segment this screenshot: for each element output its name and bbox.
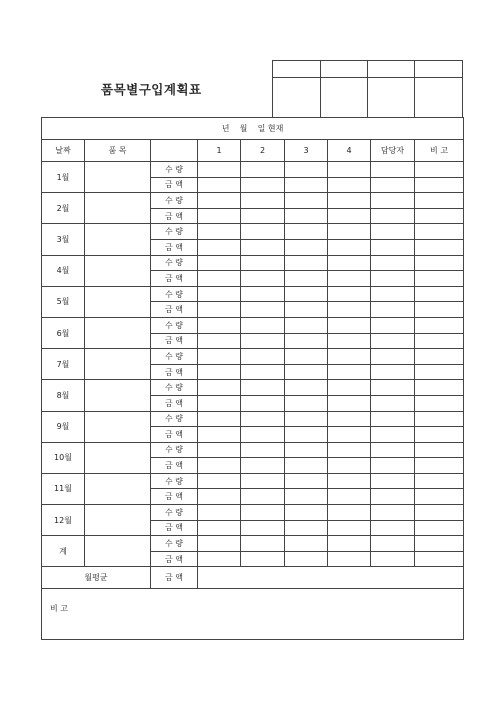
amount-label: 금 액 <box>151 177 198 193</box>
entry-cell[interactable] <box>241 458 285 474</box>
entry-cell[interactable] <box>371 364 415 380</box>
column-header: 4 <box>328 140 371 162</box>
quantity-label: 수 량 <box>151 536 198 552</box>
entry-cell[interactable] <box>328 489 371 505</box>
entry-cell[interactable] <box>415 380 464 396</box>
entry-cell[interactable] <box>198 255 241 271</box>
entry-cell[interactable] <box>371 536 415 552</box>
entry-cell[interactable] <box>415 349 464 365</box>
item-cell[interactable] <box>85 411 151 442</box>
remark-cell[interactable] <box>42 589 464 640</box>
entry-cell[interactable] <box>198 193 241 209</box>
entry-cell[interactable] <box>285 302 328 318</box>
entry-cell[interactable] <box>371 442 415 458</box>
entry-cell[interactable] <box>415 286 464 302</box>
entry-cell[interactable] <box>371 520 415 536</box>
entry-cell[interactable] <box>198 333 241 349</box>
entry-cell[interactable] <box>198 489 241 505</box>
entry-cell[interactable] <box>285 239 328 255</box>
month-label: 12월 <box>42 505 85 536</box>
entry-cell[interactable] <box>328 286 371 302</box>
amount-label: 금 액 <box>151 551 198 567</box>
entry-cell[interactable] <box>371 255 415 271</box>
entry-cell[interactable] <box>285 505 328 521</box>
entry-cell[interactable] <box>371 411 415 427</box>
entry-cell[interactable] <box>328 271 371 287</box>
quantity-label: 수 량 <box>151 224 198 240</box>
entry-cell[interactable] <box>241 271 285 287</box>
table-row <box>42 162 464 178</box>
item-cell[interactable] <box>85 380 151 411</box>
table-row <box>42 349 464 365</box>
entry-cell[interactable] <box>198 458 241 474</box>
column-header: 2 <box>241 140 285 162</box>
entry-cell[interactable] <box>241 224 285 240</box>
entry-cell[interactable] <box>198 317 241 333</box>
entry-cell[interactable] <box>328 333 371 349</box>
month-label: 10월 <box>42 442 85 473</box>
entry-cell[interactable] <box>328 505 371 521</box>
entry-cell[interactable] <box>198 380 241 396</box>
entry-cell[interactable] <box>198 271 241 287</box>
approval-sign-cell[interactable] <box>273 78 321 118</box>
entry-cell[interactable] <box>285 255 328 271</box>
item-cell[interactable] <box>85 473 151 504</box>
entry-cell[interactable] <box>328 162 371 178</box>
entry-cell[interactable] <box>371 551 415 567</box>
approval-header-cell[interactable] <box>273 61 321 78</box>
amount-label: 금 액 <box>151 208 198 224</box>
table-row <box>42 317 464 333</box>
entry-cell[interactable] <box>285 442 328 458</box>
entry-cell[interactable] <box>415 177 464 193</box>
entry-cell[interactable] <box>241 364 285 380</box>
table-row <box>42 473 464 489</box>
amount-label: 금 액 <box>151 239 198 255</box>
month-label: 6월 <box>42 317 85 348</box>
table-row <box>42 193 464 209</box>
entry-cell[interactable] <box>371 473 415 489</box>
entry-cell[interactable] <box>198 349 241 365</box>
table-row <box>42 505 464 521</box>
entry-cell[interactable] <box>241 162 285 178</box>
entry-cell[interactable] <box>328 255 371 271</box>
entry-cell[interactable] <box>241 536 285 552</box>
entry-cell[interactable] <box>285 177 328 193</box>
purchase-plan-table <box>41 117 464 640</box>
table-row <box>42 442 464 458</box>
entry-cell[interactable] <box>371 208 415 224</box>
item-cell[interactable] <box>85 442 151 473</box>
month-label: 3월 <box>42 224 85 255</box>
month-label: 2월 <box>42 193 85 224</box>
entry-cell[interactable] <box>371 458 415 474</box>
item-cell[interactable] <box>85 162 151 193</box>
approval-sign-cell[interactable] <box>368 78 415 118</box>
column-header <box>151 140 198 162</box>
average-amount-label: 금 액 <box>151 567 198 589</box>
amount-label: 금 액 <box>151 333 198 349</box>
entry-cell[interactable] <box>241 473 285 489</box>
item-cell[interactable] <box>85 255 151 286</box>
entry-cell[interactable] <box>328 239 371 255</box>
entry-cell[interactable] <box>241 380 285 396</box>
entry-cell[interactable] <box>241 333 285 349</box>
entry-cell[interactable] <box>241 286 285 302</box>
amount-label: 금 액 <box>151 271 198 287</box>
entry-cell[interactable] <box>415 224 464 240</box>
entry-cell[interactable] <box>285 395 328 411</box>
approval-sign-cell[interactable] <box>415 78 463 118</box>
entry-cell[interactable] <box>198 286 241 302</box>
quantity-label: 수 량 <box>151 411 198 427</box>
page-title: 품목별구입계획표 <box>101 82 202 97</box>
entry-cell[interactable] <box>415 302 464 318</box>
entry-cell[interactable] <box>328 224 371 240</box>
quantity-label: 수 량 <box>151 193 198 209</box>
amount-label: 금 액 <box>151 302 198 318</box>
entry-cell[interactable] <box>198 395 241 411</box>
table-row <box>42 380 464 396</box>
table-row <box>42 411 464 427</box>
entry-cell[interactable] <box>415 239 464 255</box>
entry-cell[interactable] <box>415 271 464 287</box>
entry-cell[interactable] <box>415 505 464 521</box>
entry-cell[interactable] <box>415 364 464 380</box>
entry-cell[interactable] <box>241 193 285 209</box>
approval-sign-cell[interactable] <box>320 78 368 118</box>
entry-cell[interactable] <box>371 333 415 349</box>
entry-cell[interactable] <box>198 208 241 224</box>
entry-cell[interactable] <box>371 380 415 396</box>
entry-cell[interactable] <box>415 536 464 552</box>
entry-cell[interactable] <box>198 551 241 567</box>
entry-cell[interactable] <box>285 317 328 333</box>
entry-cell[interactable] <box>198 473 241 489</box>
entry-cell[interactable] <box>328 208 371 224</box>
entry-cell[interactable] <box>415 520 464 536</box>
approval-header-cell[interactable] <box>415 61 463 78</box>
entry-cell[interactable] <box>371 427 415 443</box>
entry-cell[interactable] <box>415 317 464 333</box>
entry-cell[interactable] <box>285 458 328 474</box>
entry-cell[interactable] <box>415 458 464 474</box>
month-label: 8월 <box>42 380 85 411</box>
entry-cell[interactable] <box>415 162 464 178</box>
entry-cell[interactable] <box>415 208 464 224</box>
table-row <box>42 286 464 302</box>
entry-cell[interactable] <box>371 349 415 365</box>
table-row <box>42 536 464 552</box>
entry-cell[interactable] <box>198 239 241 255</box>
month-label: 9월 <box>42 411 85 442</box>
entry-cell[interactable] <box>328 395 371 411</box>
amount-label: 금 액 <box>151 458 198 474</box>
entry-cell[interactable] <box>415 193 464 209</box>
quantity-label: 수 량 <box>151 317 198 333</box>
entry-cell[interactable] <box>198 536 241 552</box>
column-header: 1 <box>198 140 241 162</box>
entry-cell[interactable] <box>241 489 285 505</box>
entry-cell[interactable] <box>198 162 241 178</box>
entry-cell[interactable] <box>241 349 285 365</box>
column-header: 비 고 <box>415 140 464 162</box>
entry-cell[interactable] <box>241 551 285 567</box>
quantity-label: 수 량 <box>151 473 198 489</box>
entry-cell[interactable] <box>371 224 415 240</box>
entry-cell[interactable] <box>415 255 464 271</box>
amount-label: 금 액 <box>151 489 198 505</box>
entry-cell[interactable] <box>198 505 241 521</box>
entry-cell[interactable] <box>285 349 328 365</box>
entry-cell[interactable] <box>198 520 241 536</box>
entry-cell[interactable] <box>328 520 371 536</box>
month-label: 계 <box>42 536 85 567</box>
quantity-label: 수 량 <box>151 349 198 365</box>
entry-cell[interactable] <box>328 302 371 318</box>
entry-cell[interactable] <box>285 208 328 224</box>
entry-cell[interactable] <box>198 224 241 240</box>
entry-cell[interactable] <box>241 427 285 443</box>
entry-cell[interactable] <box>285 520 328 536</box>
entry-cell[interactable] <box>371 239 415 255</box>
entry-cell[interactable] <box>415 551 464 567</box>
approval-box <box>272 60 463 118</box>
entry-cell[interactable] <box>371 193 415 209</box>
entry-cell[interactable] <box>285 333 328 349</box>
entry-cell[interactable] <box>371 177 415 193</box>
entry-cell[interactable] <box>198 302 241 318</box>
month-label: 7월 <box>42 349 85 380</box>
entry-cell[interactable] <box>285 536 328 552</box>
entry-cell[interactable] <box>285 271 328 287</box>
entry-cell[interactable] <box>241 520 285 536</box>
entry-cell[interactable] <box>328 442 371 458</box>
entry-cell[interactable] <box>241 255 285 271</box>
remark-row <box>42 589 464 640</box>
entry-cell[interactable] <box>328 458 371 474</box>
month-label: 1월 <box>42 162 85 193</box>
quantity-label: 수 량 <box>151 286 198 302</box>
entry-cell[interactable] <box>371 271 415 287</box>
entry-cell[interactable] <box>198 411 241 427</box>
entry-cell[interactable] <box>241 239 285 255</box>
entry-cell[interactable] <box>198 364 241 380</box>
entry-cell[interactable] <box>285 380 328 396</box>
approval-header-cell[interactable] <box>368 61 415 78</box>
entry-cell[interactable] <box>328 364 371 380</box>
entry-cell[interactable] <box>371 302 415 318</box>
entry-cell[interactable] <box>241 505 285 521</box>
entry-cell[interactable] <box>241 395 285 411</box>
entry-cell[interactable] <box>371 395 415 411</box>
approval-header-cell[interactable] <box>320 61 368 78</box>
item-cell[interactable] <box>85 286 151 317</box>
entry-cell[interactable] <box>415 395 464 411</box>
column-header: 날짜 <box>42 140 85 162</box>
quantity-label: 수 량 <box>151 380 198 396</box>
entry-cell[interactable] <box>371 489 415 505</box>
entry-cell[interactable] <box>241 411 285 427</box>
item-cell[interactable] <box>85 193 151 224</box>
entry-cell[interactable] <box>328 177 371 193</box>
entry-cell[interactable] <box>285 224 328 240</box>
entry-cell[interactable] <box>415 333 464 349</box>
entry-cell[interactable] <box>285 286 328 302</box>
month-label: 5월 <box>42 286 85 317</box>
entry-cell[interactable] <box>328 317 371 333</box>
entry-cell[interactable] <box>285 473 328 489</box>
entry-cell[interactable] <box>285 162 328 178</box>
quantity-label: 수 량 <box>151 255 198 271</box>
item-cell[interactable] <box>85 349 151 380</box>
item-cell[interactable] <box>85 505 151 536</box>
column-header: 품 목 <box>85 140 151 162</box>
item-cell[interactable] <box>85 224 151 255</box>
quantity-label: 수 량 <box>151 442 198 458</box>
entry-cell[interactable] <box>415 411 464 427</box>
entry-cell[interactable] <box>371 162 415 178</box>
amount-label: 금 액 <box>151 427 198 443</box>
entry-cell[interactable] <box>285 427 328 443</box>
item-cell[interactable] <box>85 317 151 348</box>
entry-cell[interactable] <box>328 473 371 489</box>
amount-label: 금 액 <box>151 520 198 536</box>
average-label: 월평균 <box>42 567 151 589</box>
item-cell[interactable] <box>85 536 151 567</box>
remark-label: 비 고 <box>50 604 68 614</box>
entry-cell[interactable] <box>285 364 328 380</box>
entry-cell[interactable] <box>241 302 285 318</box>
entry-cell[interactable] <box>328 536 371 552</box>
entry-cell[interactable] <box>198 442 241 458</box>
entry-cell[interactable] <box>415 442 464 458</box>
entry-cell[interactable] <box>415 473 464 489</box>
entry-cell[interactable] <box>328 427 371 443</box>
column-header: 담당자 <box>371 140 415 162</box>
entry-cell[interactable] <box>241 442 285 458</box>
month-label: 11월 <box>42 473 85 504</box>
average-amount-cell[interactable] <box>198 567 464 589</box>
entry-cell[interactable] <box>371 317 415 333</box>
average-row <box>42 567 464 589</box>
date-line: 년 월 일 현재 <box>42 118 464 140</box>
entry-cell[interactable] <box>285 411 328 427</box>
entry-cell[interactable] <box>285 489 328 505</box>
table-row <box>42 224 464 240</box>
entry-cell[interactable] <box>285 193 328 209</box>
entry-cell[interactable] <box>198 427 241 443</box>
entry-cell[interactable] <box>241 208 285 224</box>
quantity-label: 수 량 <box>151 505 198 521</box>
entry-cell[interactable] <box>328 349 371 365</box>
entry-cell[interactable] <box>241 317 285 333</box>
column-header: 3 <box>285 140 328 162</box>
entry-cell[interactable] <box>328 193 371 209</box>
amount-label: 금 액 <box>151 395 198 411</box>
entry-cell[interactable] <box>285 551 328 567</box>
entry-cell[interactable] <box>415 489 464 505</box>
entry-cell[interactable] <box>371 505 415 521</box>
month-label: 4월 <box>42 255 85 286</box>
quantity-label: 수 량 <box>151 162 198 178</box>
entry-cell[interactable] <box>415 427 464 443</box>
entry-cell[interactable] <box>328 411 371 427</box>
entry-cell[interactable] <box>241 177 285 193</box>
entry-cell[interactable] <box>328 551 371 567</box>
entry-cell[interactable] <box>198 177 241 193</box>
entry-cell[interactable] <box>371 286 415 302</box>
entry-cell[interactable] <box>328 380 371 396</box>
amount-label: 금 액 <box>151 364 198 380</box>
table-row <box>42 255 464 271</box>
